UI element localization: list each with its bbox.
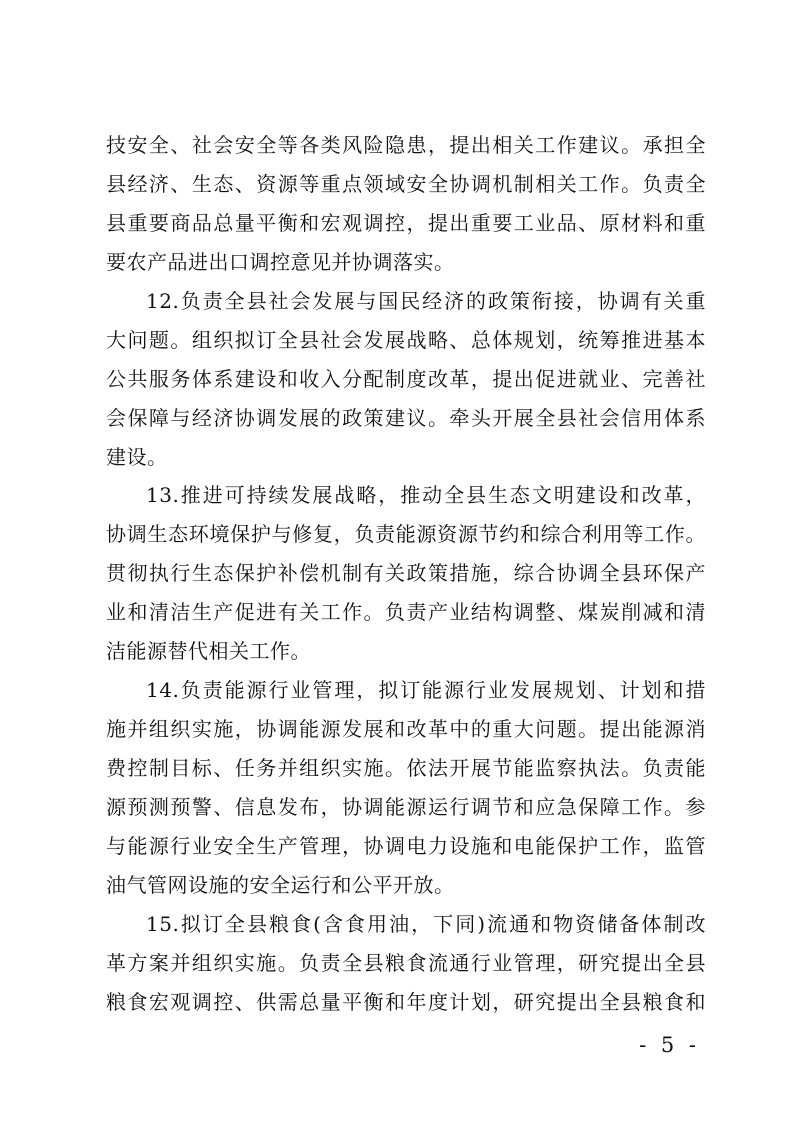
paragraph-15-first-line: 15.拟订全县粮食(含食用油，下同)流通和物资储备体制改 — [146, 911, 706, 936]
document-body — [106, 126, 706, 1022]
text-line: 会保障与经济协调发展的政策建议。牵头开展全县社会信用体系 — [106, 405, 706, 430]
text-line: 协调生态环境保护与修复，负责能源资源节约和综合利用等工作。 — [106, 522, 706, 547]
text-line: 要农产品进出口调控意见并协调落实。 — [106, 249, 455, 274]
text-line: 业和清洁生产促进有关工作。负责产业结构调整、煤炭削减和清 — [106, 600, 706, 625]
text-line: 技安全、社会安全等各类风险隐患，提出相关工作建议。承担全 — [106, 133, 706, 157]
text-line: 油气管网设施的安全运行和公平开放。 — [106, 872, 455, 897]
text-line: 大问题。组织拟订全县社会发展战略、总体规划，统筹推进基本 — [106, 327, 706, 352]
text-line: 施并组织实施，协调能源发展和改革中的重大问题。提出能源消 — [106, 717, 706, 742]
text-line: 粮食宏观调控、供需总量平衡和年度计划，研究提出全县粮食和 — [106, 989, 706, 1014]
paragraph-12-first-line: 12.负责全县社会发展与国民经济的政策衔接，协调有关重 — [146, 288, 706, 313]
text-line: 源预测预警、信息发布，协调能源运行调节和应急保障工作。参 — [106, 794, 706, 819]
text-line: 与能源行业安全生产管理，协调电力设施和电能保护工作，监管 — [106, 833, 706, 858]
text-line: 革方案并组织实施。负责全县粮食流通行业管理，研究提出全县 — [106, 950, 706, 975]
paragraph-13-first-line: 13.推进可持续发展战略，推动全县生态文明建设和改革， — [146, 483, 706, 508]
text-line: 建设。 — [106, 444, 168, 469]
text-line: 贯彻执行生态保护补偿机制有关政策措施，综合协调全县环保产 — [106, 561, 706, 586]
page-number: - 5 - — [639, 1033, 700, 1057]
text-line: 费控制目标、任务并组织实施。依法开展节能监察执法。负责能 — [106, 756, 706, 780]
text-line: 公共服务体系建设和收入分配制度改革，提出促进就业、完善社 — [106, 366, 706, 391]
text-line: 县经济、生态、资源等重点领域安全协调机制相关工作。负责全 — [106, 171, 706, 196]
paragraph-14-first-line: 14.负责能源行业管理，拟订能源行业发展规划、计划和措 — [146, 678, 706, 703]
text-line: 洁能源替代相关工作。 — [106, 639, 311, 664]
text-line: 县重要商品总量平衡和宏观调控，提出重要工业品、原材料和重 — [106, 210, 706, 235]
